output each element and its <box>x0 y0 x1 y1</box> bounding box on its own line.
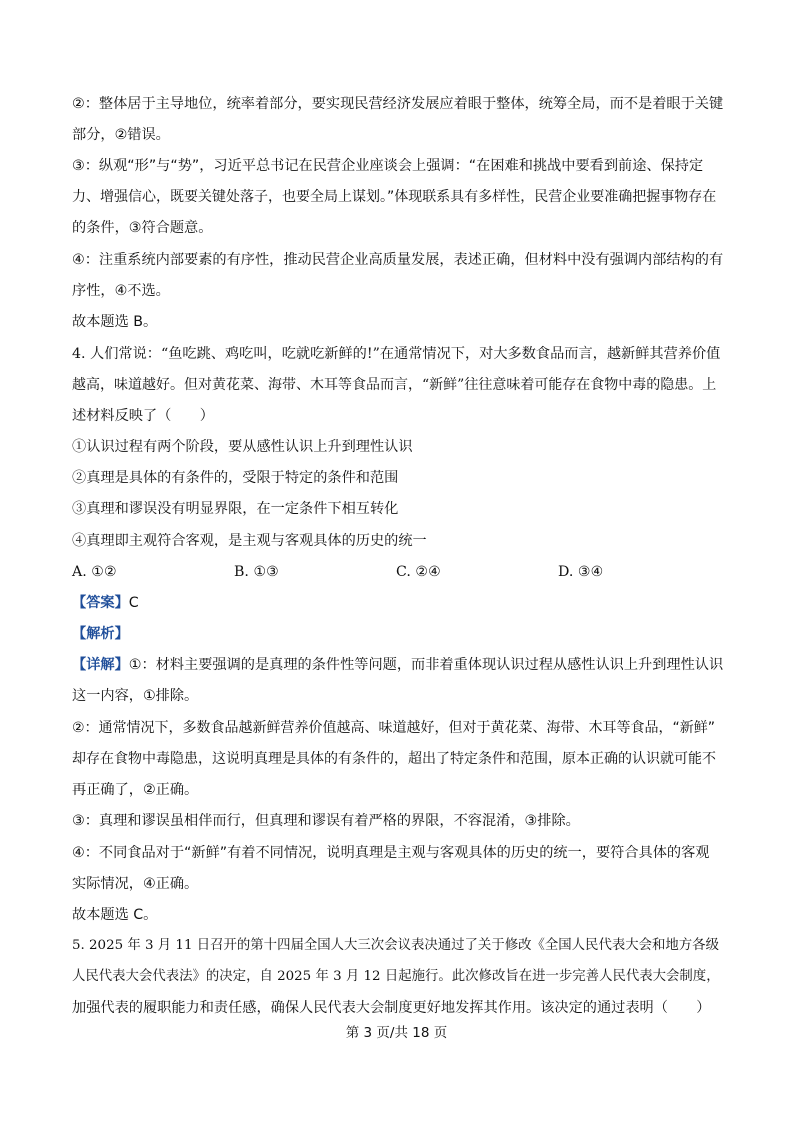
question-5-stem-line-3: 加强代表的履职能力和责任感，确保人民代表大会制度更好地发挥其作用。该决定的通过表明（ ） <box>72 1000 711 1016</box>
question-4-statement-2: ②真理是具体的有条件的，受限于特定的条件和范围 <box>72 470 399 486</box>
detail-2-line-3: 再正确了，②正确。 <box>72 782 199 798</box>
question-4-stem-line-3: 述材料反映了（ ） <box>72 408 214 424</box>
detail-1-text: ①：材料主要强调的是真理的条件性等问题，而非着重体现认识过程从感性认识上升到理性认识 <box>128 657 724 673</box>
analysis-tag: 【解析】 <box>72 626 129 642</box>
detail-3-line-1: ③：真理和谬误虽相伴而行，但真理和谬误有着严格的界限，不容混淆，③排除。 <box>72 813 580 829</box>
answer-tag: 【答案】 <box>72 595 129 611</box>
q3-conclusion: 故本题选 B。 <box>72 314 158 330</box>
detail-4-line-2: 实际情况，④正确。 <box>72 876 199 892</box>
detail-1-line-2: 这一内容，①排除。 <box>72 688 199 704</box>
detail-4-line-1: ④：不同食品对于“新鲜”有着不同情况，说明真理是主观与客观具体的历史的统一，要符合具体的客观 <box>72 845 710 861</box>
detail-2-line-2: 却存在食物中毒隐患，这说明真理是具体的有条件的，超出了特定条件和范围，原本正确的认识就可能不 <box>72 751 716 767</box>
question-4-statement-4: ④真理即主观符合客观，是主观与客观具体的历史的统一 <box>72 533 427 549</box>
q4-conclusion: 故本题选 C。 <box>72 907 158 923</box>
option-d: D. ③④ <box>558 564 604 580</box>
answer-value: C <box>128 595 139 611</box>
analysis-item-4-line-1: ④：注重系统内部要素的有序性，推动民营企业高质量发展，表述正确，但材料中没有强调内部结构的有 <box>72 252 724 268</box>
option-c: C. ②④ <box>396 564 441 580</box>
question-4-stem-line-2: 越高，味道越好。但对黄花菜、海带、木耳等食品而言，“新鲜”往往意味着可能存在食物中毒的隐患。上 <box>72 377 717 393</box>
question-5-stem-line-1: 5. 2025 年 3 月 11 日召开的第十四届全国人大三次会议表决通过了关于修改《全国人民代表大会和地方各级 <box>72 938 719 953</box>
analysis-item-4-line-2: 序性，④不选。 <box>72 283 170 299</box>
analysis-item-3-line-3: 的条件，③符合题意。 <box>72 220 213 236</box>
question-4-statement-3: ③真理和谬误没有明显界限，在一定条件下相互转化 <box>72 501 399 517</box>
detail-1-line-1 <box>72 655 723 675</box>
question-4-options <box>72 562 723 582</box>
analysis-heading <box>72 624 723 644</box>
detail-2-line-1: ②：通常情况下，多数食品越新鲜营养价值越高、味道越好，但对于黄花菜、海带、木耳等食品，“新鲜” <box>72 720 716 736</box>
question-5-stem-line-2: 人民代表大会代表法》的决定，自 2025 年 3 月 12 日起施行。此次修改旨在进一步完善人民代表大会制度， <box>72 969 720 984</box>
analysis-item-2-line-1: ②：整体居于主导地位，统率着部分，要实现民营经济发展应着眼于整体，统筹全局，而不是着眼于关键 <box>72 96 724 112</box>
question-4-stem-line-1: 4. 人们常说：“鱼吃跳、鸡吃叫，吃就吃新鲜的!”在通常情况下，对大多数食品而言，越新鲜其营养价值 <box>72 346 721 362</box>
detail-tag: 【详解】 <box>72 657 129 673</box>
analysis-item-3-line-1: ③：纵观“形”与“势”，习近平总书记在民营企业座谈会上强调：“在困难和挑战中要看到前途、保持定 <box>72 158 704 174</box>
analysis-item-2-line-2: 部分，②错误。 <box>72 127 170 143</box>
answer-line <box>72 593 723 613</box>
question-4-statement-1: ①认识过程有两个阶段，要从感性认识上升到理性认识 <box>72 439 413 455</box>
analysis-item-3-line-2: 力、增强信心，既要关键处落子，也要全局上谋划。”体现联系具有多样性，民营企业要准确把握事物存在 <box>72 189 717 205</box>
page-footer: 第 3 页/共 18 页 <box>345 1025 448 1041</box>
option-b: B. ①③ <box>234 564 279 580</box>
option-a: A. ①② <box>72 564 117 580</box>
